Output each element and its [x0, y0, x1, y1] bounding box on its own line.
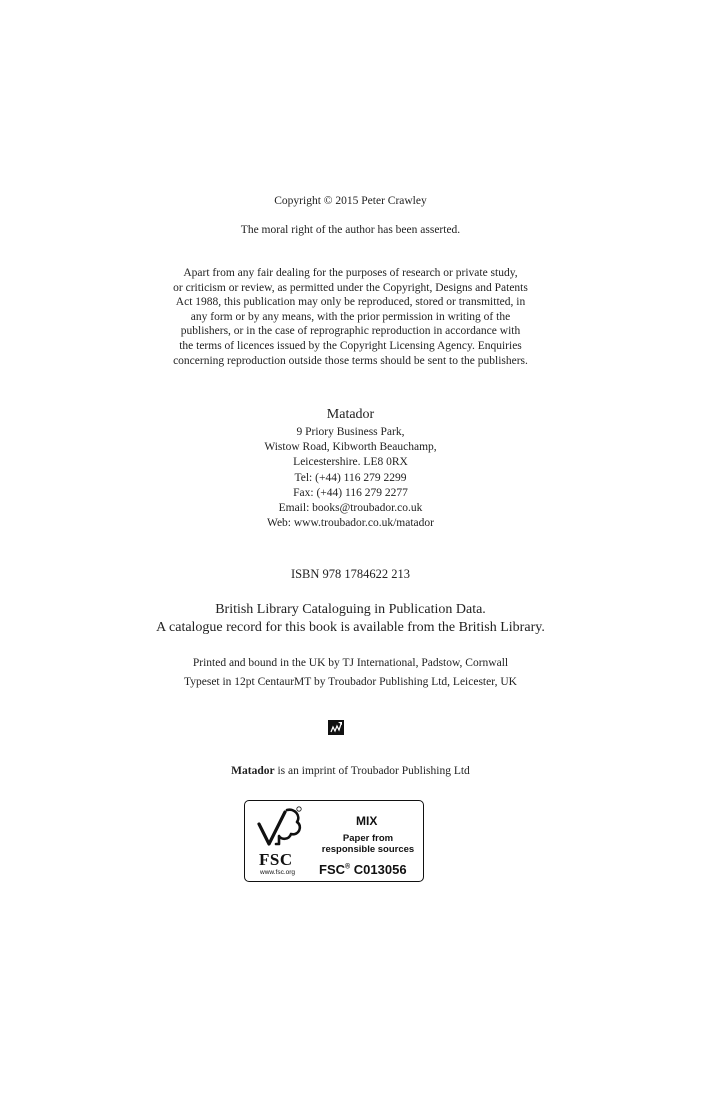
publisher-tel: Tel: (+44) 116 279 2299 — [294, 471, 407, 484]
rights-line: Apart from any fair dealing for the purposes of research or private study, — [183, 267, 518, 279]
rights-line: publishers, or in the case of reprographic reproduction in accordance with — [180, 325, 521, 338]
publisher-address — [0, 425, 701, 531]
printed-by: Printed and bound in the UK by TJ International, Padstow, Cornwall — [192, 657, 509, 669]
address-line: Leicestershire. LE8 0RX — [293, 456, 408, 469]
imprint-brand: Matador — [231, 765, 275, 777]
rights-paragraph — [0, 266, 701, 368]
fsc-letters: FSC — [259, 850, 293, 869]
fsc-code-number: C013056 — [350, 862, 407, 877]
rights-line: concerning reproduction outside those terms should be sent to the publishers. — [173, 354, 528, 367]
rights-line: Act 1988, this publication may only be reproduced, stored or transmitted, in — [175, 296, 526, 309]
publisher-name: Matador — [326, 407, 375, 422]
typeset-by: Typeset in 12pt CentaurMT by Troubador Publishing Ltd, Leicester, UK — [184, 676, 517, 688]
fsc-label — [244, 800, 424, 882]
fsc-paper-line: responsible sources — [321, 844, 415, 855]
fsc-license-code — [319, 862, 407, 877]
fsc-paper-text — [317, 833, 419, 855]
address-line: Wistow Road, Kibworth Beauchamp, — [264, 441, 437, 454]
imprint-text: is an imprint of Troubador Publishing Ltd — [274, 765, 470, 777]
isbn: ISBN 978 1784622 213 — [290, 567, 411, 581]
rights-line: any form or by any means, with the prior permission in writing of the — [190, 310, 511, 323]
imprint-line — [0, 765, 701, 777]
fsc-paper-line: Paper from — [342, 833, 394, 844]
publisher-email: Email: books@troubador.co.uk — [278, 502, 423, 515]
cataloguing-line-2: A catalogue record for this book is available from the British Library. — [156, 620, 545, 635]
rights-line: the terms of licences issued by the Copyright Licensing Agency. Enquiries — [179, 339, 522, 352]
fsc-website: www.fsc.org — [260, 869, 296, 876]
matador-logo-icon — [328, 720, 344, 735]
rights-line: or criticism or review, as permitted under the Copyright, Designs and Patents — [173, 281, 528, 294]
publisher-web: Web: www.troubador.co.uk/matador — [267, 517, 434, 530]
cataloguing-line-1: British Library Cataloguing in Publication Data. — [215, 602, 486, 617]
registered-mark: ® — [345, 863, 351, 871]
address-line: 9 Priory Business Park, — [296, 426, 405, 438]
copyright-line: Copyright © 2015 Peter Crawley — [274, 195, 427, 207]
fsc-tree-check-icon — [255, 806, 303, 852]
fsc-mix: MIX — [356, 814, 378, 828]
moral-right-line: The moral right of the author has been asserted. — [240, 224, 461, 236]
fsc-code-prefix: FSC — [319, 862, 345, 877]
publisher-fax: Fax: (+44) 116 279 2277 — [293, 486, 408, 499]
